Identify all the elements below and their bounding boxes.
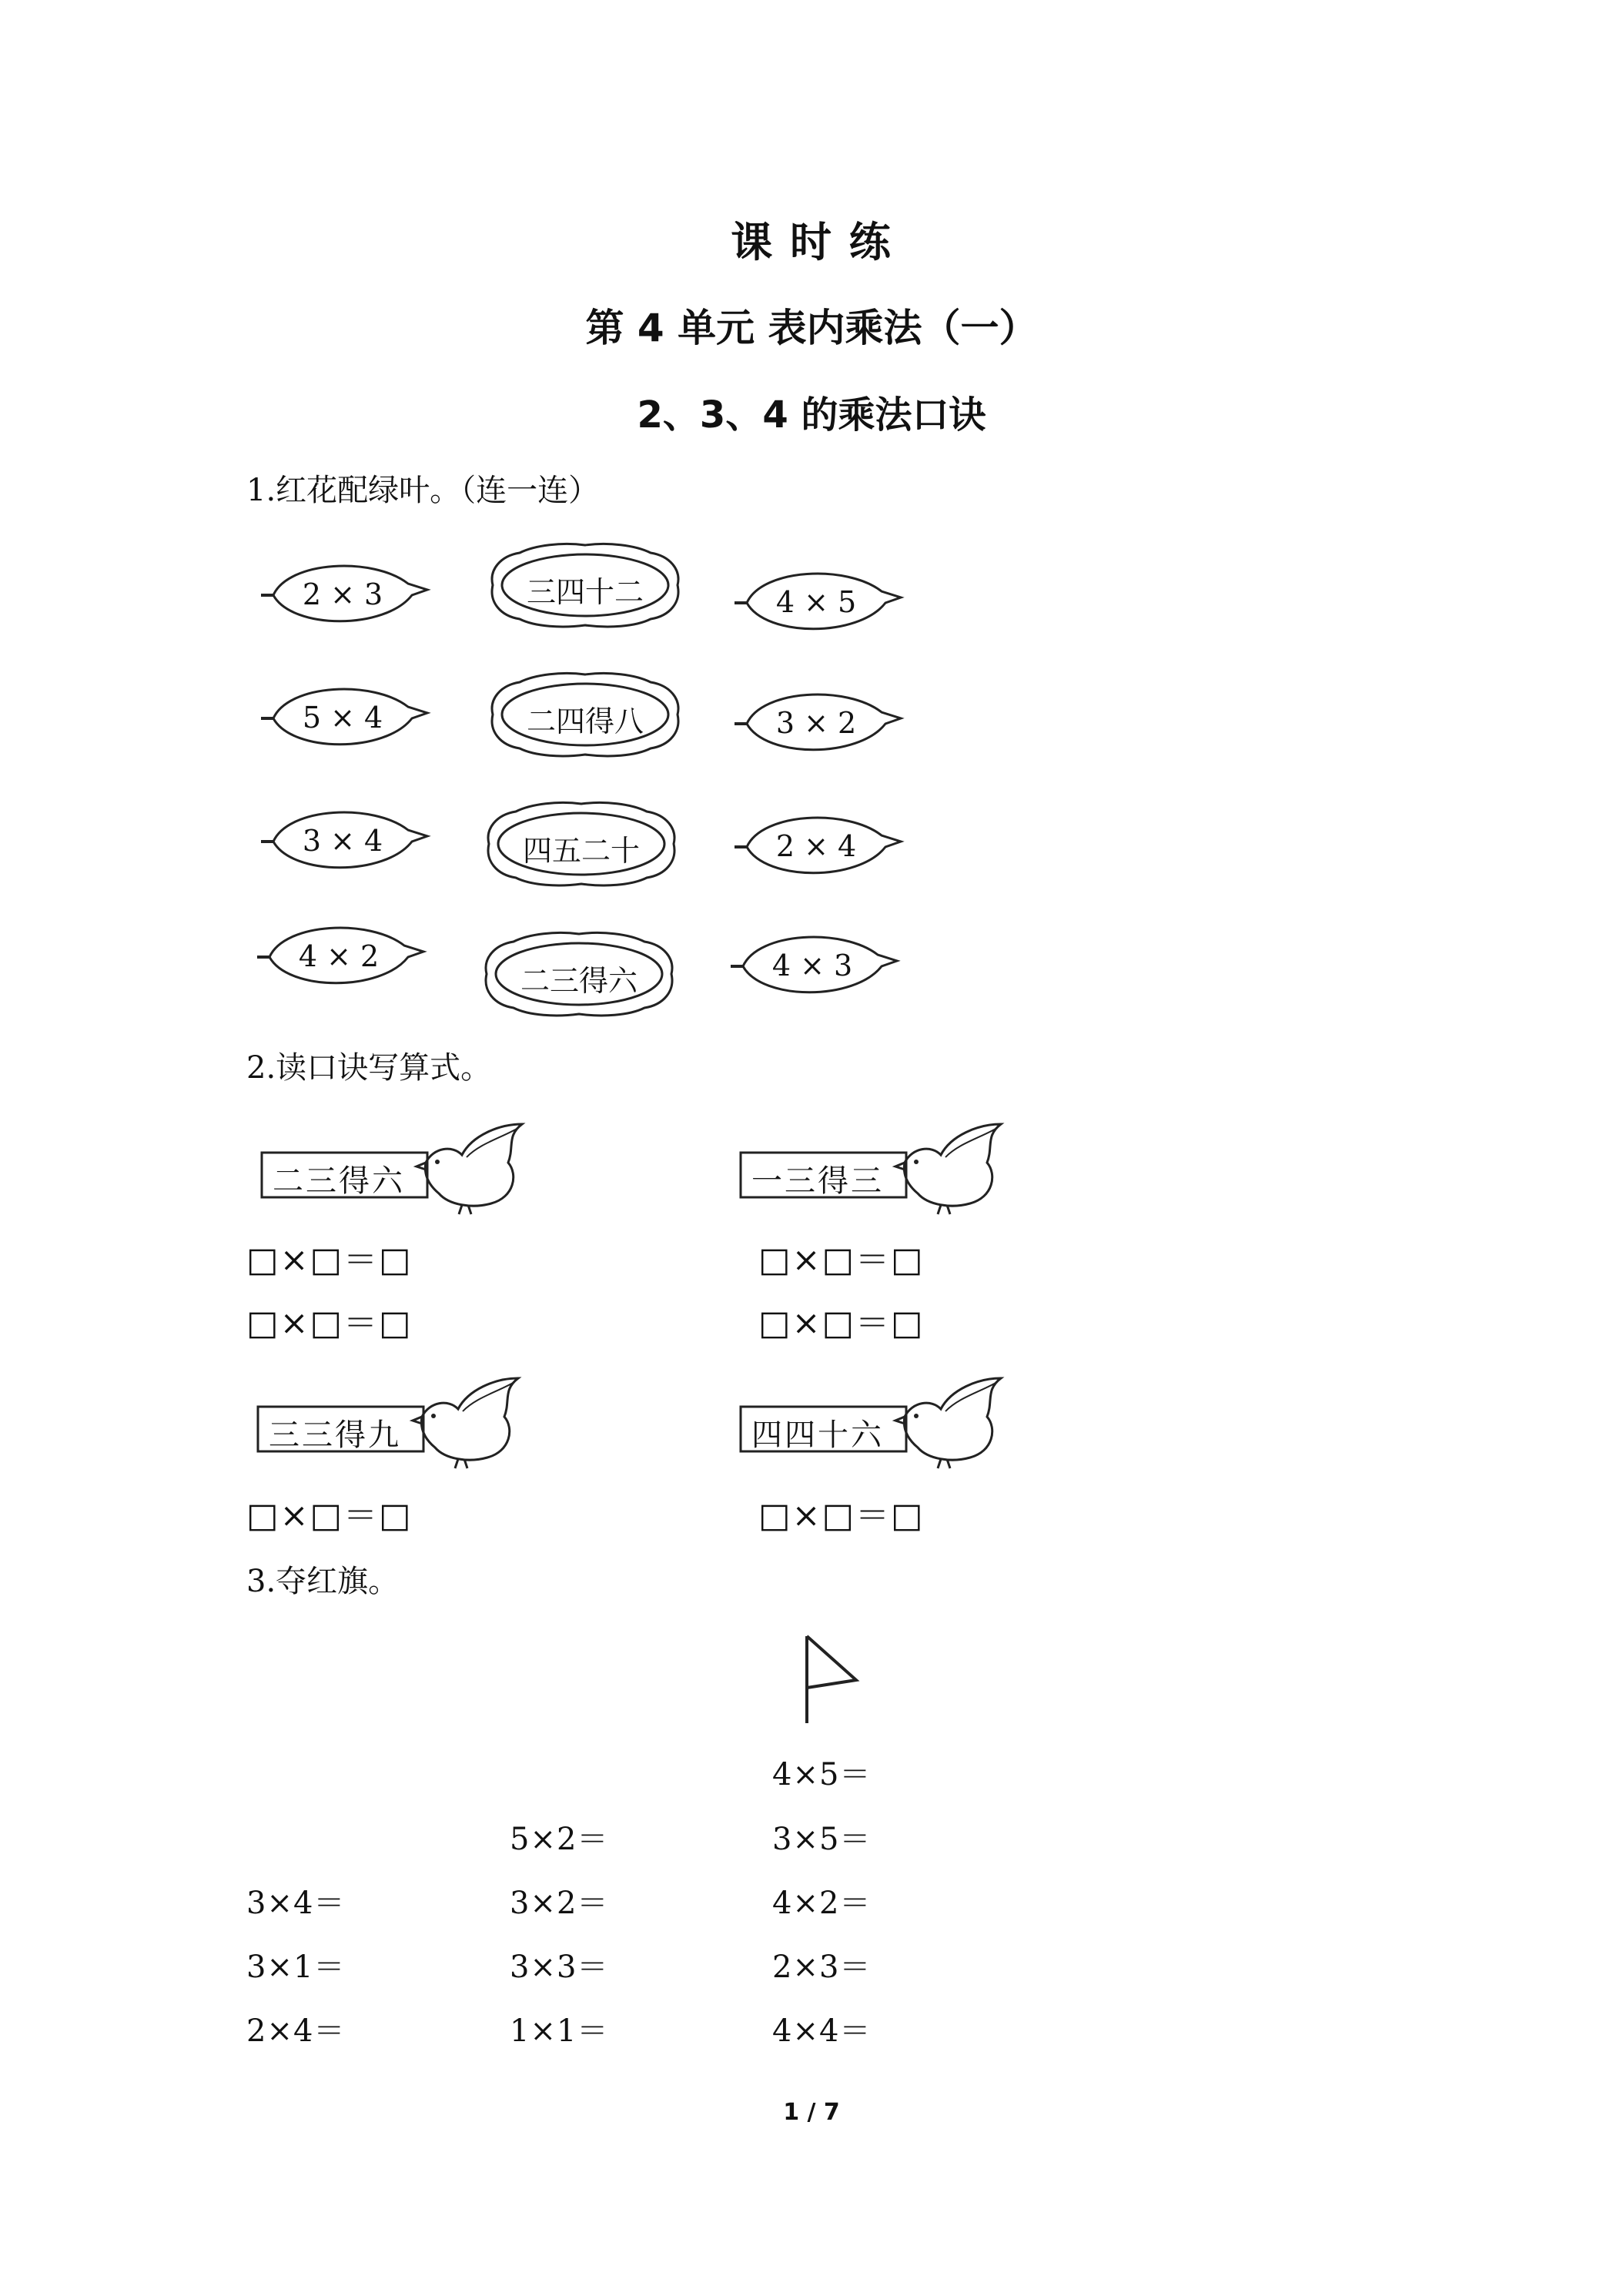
equation: 3×3＝ — [510, 1950, 609, 1985]
flower-label: 二三得六 — [520, 964, 637, 998]
flower-label: 四五二十 — [522, 834, 640, 868]
leaf-label: 3 × 4 — [302, 824, 383, 858]
leaf-label: 3 × 2 — [775, 706, 857, 740]
leaf-5x4[interactable] — [258, 676, 435, 761]
bird-card-ersandeliu — [260, 1120, 537, 1217]
equation: 3×2＝ — [510, 1886, 609, 1921]
leaf-label: 2 × 4 — [775, 829, 857, 863]
unit-title: 第 4 单元 表内乘法（一） — [585, 306, 1038, 350]
leaf-label: 4 × 3 — [771, 949, 853, 982]
card-label: 二三得六 — [273, 1163, 405, 1199]
leaf-label: 2 × 3 — [302, 577, 383, 611]
answer-blanks[interactable]: □×□＝□ — [246, 1304, 413, 1343]
equation: 3×5＝ — [772, 1822, 872, 1857]
flower-ersandeliu[interactable] — [479, 928, 679, 1020]
flower-siwuershi[interactable] — [481, 798, 681, 890]
leaf-4x3[interactable] — [728, 924, 905, 1009]
flower-label: 二四得八 — [526, 705, 644, 738]
answer-blanks[interactable]: □×□＝□ — [246, 1240, 413, 1280]
answer-blanks[interactable]: □×□＝□ — [246, 1496, 413, 1535]
equation: 1×1＝ — [510, 2013, 609, 2049]
answer-blanks[interactable]: □×□＝□ — [758, 1304, 925, 1343]
flower-sansishier[interactable] — [485, 539, 685, 631]
page-title: 课 时 练 — [731, 218, 892, 266]
equation: 4×2＝ — [772, 1886, 872, 1921]
red-flag-icon — [801, 1632, 862, 1729]
bird-card-yisandesan — [739, 1120, 1016, 1217]
leaf-3x4[interactable] — [258, 799, 435, 884]
leaf-3x2[interactable] — [731, 681, 909, 766]
lesson-title: 2、3、4 的乘法口诀 — [637, 393, 986, 437]
leaf-4x5[interactable] — [731, 561, 909, 645]
equation: 4×5＝ — [772, 1757, 872, 1792]
answer-blanks[interactable]: □×□＝□ — [758, 1240, 925, 1280]
question-3-prompt: 3.夺红旗。 — [246, 1564, 400, 1599]
card-label: 三三得九 — [269, 1417, 401, 1453]
leaf-2x4[interactable] — [731, 805, 909, 889]
equation: 5×2＝ — [510, 1822, 609, 1857]
leaf-2x3[interactable] — [258, 553, 435, 638]
equation: 4×4＝ — [772, 2013, 872, 2049]
equation: 2×4＝ — [246, 2013, 346, 2049]
leaf-4x2[interactable] — [254, 915, 431, 999]
answer-blanks[interactable]: □×□＝□ — [758, 1496, 925, 1535]
equation: 3×4＝ — [246, 1886, 346, 1921]
equation: 3×1＝ — [246, 1950, 346, 1985]
bird-card-sansandejiu — [256, 1374, 534, 1471]
equation: 2×3＝ — [772, 1950, 872, 1985]
question-2-prompt: 2.读口诀写算式。 — [246, 1050, 492, 1086]
leaf-label: 4 × 2 — [298, 939, 380, 973]
leaf-label: 4 × 5 — [775, 585, 857, 619]
bird-card-sisishiliu — [739, 1374, 1016, 1471]
card-label: 四四十六 — [751, 1417, 884, 1453]
question-1-prompt: 1.红花配绿叶。（连一连） — [246, 473, 600, 508]
card-label: 一三得三 — [751, 1163, 884, 1199]
page-number: 1 / 7 — [783, 2099, 840, 2126]
flower-ersideba[interactable] — [485, 668, 685, 761]
leaf-label: 5 × 4 — [302, 701, 383, 735]
flower-label: 三四十二 — [526, 575, 644, 609]
